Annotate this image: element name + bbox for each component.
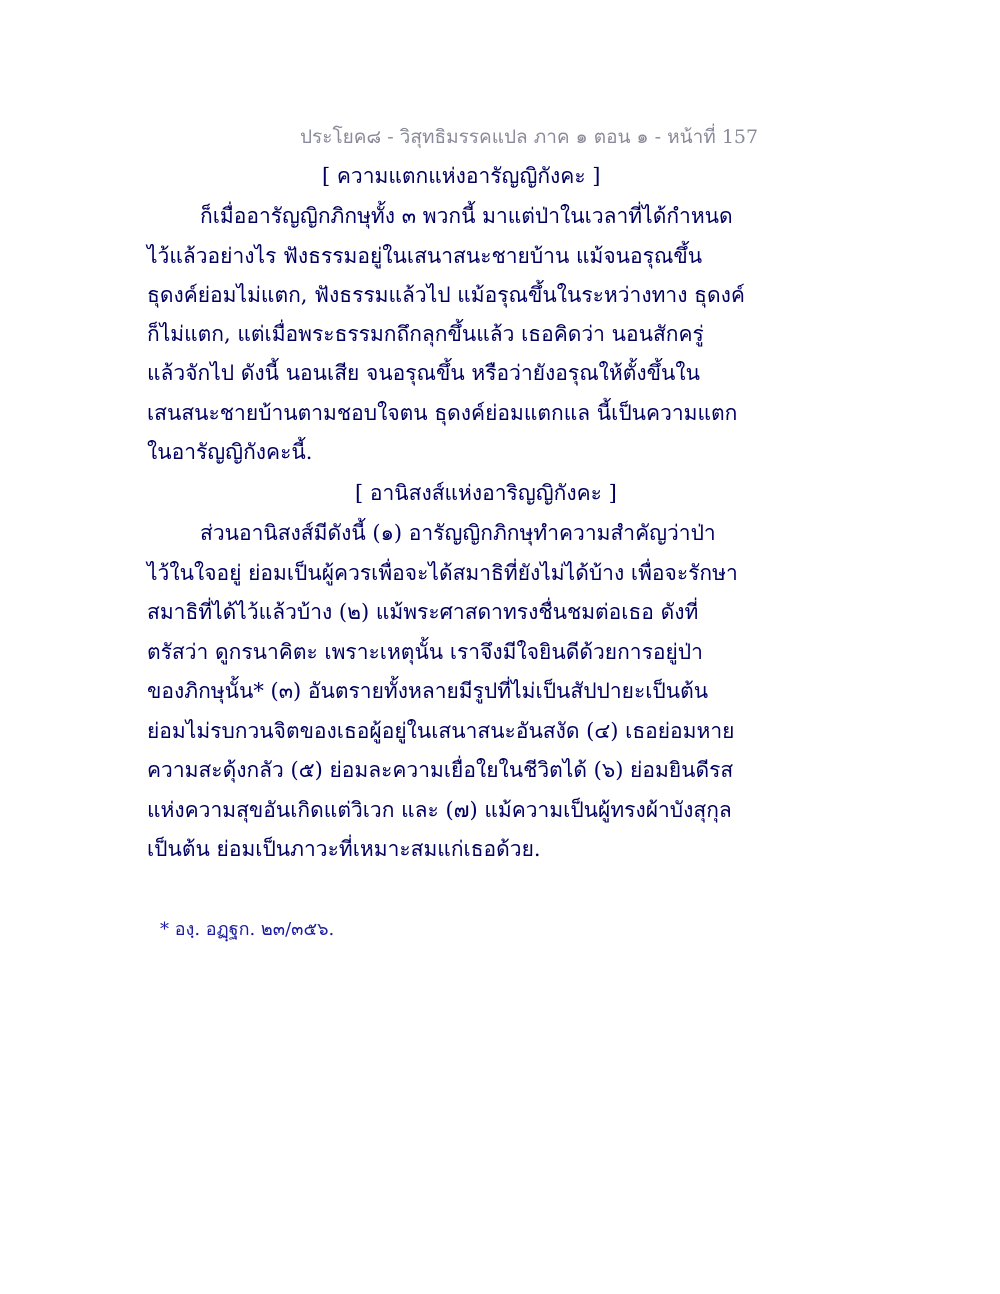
running-head: ประโยค๘ - วิสุทธิมรรคแปล ภาค ๑ ตอน ๑ - หน้าที่ 157 — [300, 126, 759, 148]
section-heading-breaking: [ ความแตกแห่งอารัญญิกังคะ ] — [322, 164, 601, 188]
paragraph-line: แห่งความสุขอันเกิดแต่วิเวก และ (๗) แม้ความเป็นผู้ทรงผ้าบังสุกุล — [147, 798, 732, 822]
paragraph-line: ตรัสว่า ดูกรนาคิตะ เพราะเหตุนั้น เราจึงมีใจยินดีด้วยการอยู่ป่า — [147, 640, 703, 664]
paragraph-line: เสนสนะชายบ้านตามชอบใจตน ธุดงค์ย่อมแตกแล นี้เป็นความแตก — [147, 401, 738, 425]
footnote: * องฺ. อฏฺฐก. ๒๓/๓๕๖. — [160, 919, 335, 940]
paragraph-line: ไว้ในใจอยู่ ย่อมเป็นผู้ควรเพื่อจะได้สมาธิที่ยังไม่ได้บ้าง เพื่อจะรักษา — [147, 561, 738, 585]
paragraph-line: ย่อมไม่รบกวนจิตของเธอผู้อยู่ในเสนาสนะอันสงัด (๔) เธอย่อมหาย — [147, 719, 735, 743]
paragraph-line: ไว้แล้วอย่างไร ฟังธรรมอยู่ในเสนาสนะชายบ้าน แม้จนอรุณขึ้น — [147, 244, 703, 268]
paragraph-line: ส่วนอานิสงส์มีดังนี้ (๑) อารัญญิกภิกษุทำความสำคัญว่าป่า — [200, 521, 716, 545]
paragraph-line: เป็นต้น ย่อมเป็นภาวะที่เหมาะสมแก่เธอด้วย. — [147, 837, 541, 861]
paragraph-line: ธุดงค์ย่อมไม่แตก, ฟังธรรมแล้วไป แม้อรุณขึ้นในระหว่างทาง ธุดงค์ — [147, 283, 745, 307]
paragraph-line: ก็เมื่ออารัญญิกภิกษุทั้ง ๓ พวกนี้ มาแต่ป่าในเวลาที่ได้กำหนด — [200, 204, 733, 228]
paragraph-line: สมาธิที่ได้ไว้แล้วบ้าง (๒) แม้พระศาสดาทรงชื่นชมต่อเธอ ดังที่ — [147, 600, 699, 624]
paragraph-line: ก็ไม่แตก, แต่เมื่อพระธรรมกถึกลุกขึ้นแล้ว เธอคิดว่า นอนสักครู่ — [147, 322, 704, 346]
paragraph-line: ความสะดุ้งกลัว (๕) ย่อมละความเยื่อใยในชีวิตได้ (๖) ย่อมยินดีรส — [147, 758, 734, 782]
paragraph-line: ในอารัญญิกังคะนี้. — [147, 440, 313, 464]
section-heading-benefits: [ อานิสงส์แห่งอาริญญิกังคะ ] — [355, 481, 617, 505]
paragraph-line: ของภิกษุนั้น* (๓) อันตรายทั้งหลายมีรูปที่ไม่เป็นสัปปายะเป็นต้น — [147, 679, 709, 703]
paragraph-line: แล้วจักไป ดังนี้ นอนเสีย จนอรุณขึ้น หรือว่ายังอรุณให้ตั้งขึ้นใน — [147, 361, 700, 385]
